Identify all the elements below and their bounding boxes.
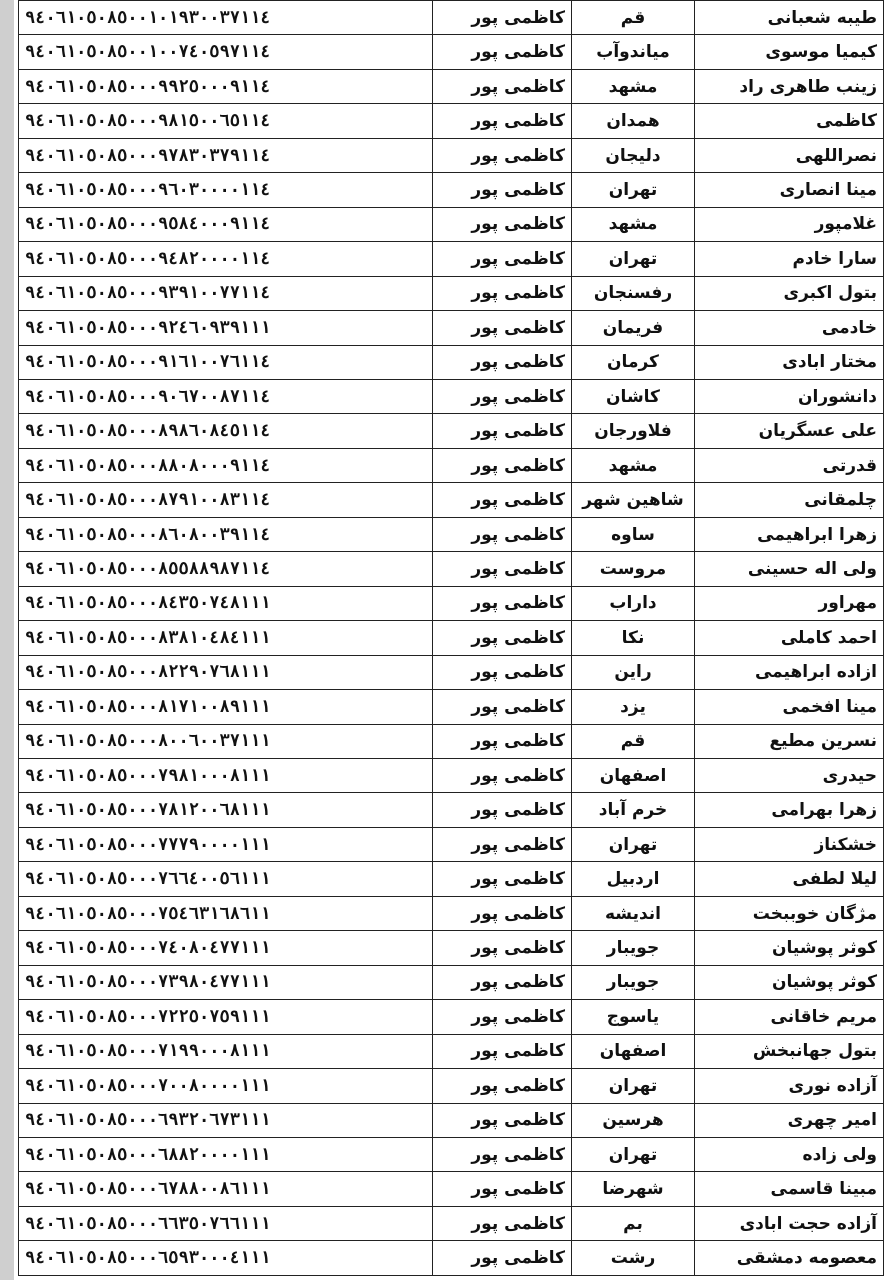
table-row xyxy=(19,1241,884,1276)
account-number-cell: ۹٤۰٦۱۰٥۰۸٥۰۰۰٦٥۹۳۰۰۰٤۱۱۱ xyxy=(19,1241,433,1276)
table-row xyxy=(19,862,884,896)
family-name-cell: کاظمی پور xyxy=(433,586,572,620)
table-row xyxy=(19,517,884,551)
city-cell: راین xyxy=(572,655,695,689)
family-name-cell: کاظمی پور xyxy=(433,1103,572,1137)
account-number-cell: ۹٤۰٦۱۰٥۰۸٥۰۰۱۰۱۹۳۰۰۳۷۱۱٤ xyxy=(19,1,433,35)
family-name-cell: کاظمی پور xyxy=(433,69,572,103)
account-number-cell: ۹٤۰٦۱۰٥۰۸٥۰۰۰۹٥۸٤۰۰۰۹۱۱٤ xyxy=(19,207,433,241)
account-number-cell: ۹٤۰٦۱۰٥۰۸٥۰۰۰٦۸۸۲۰۰۰۰۱۱۱ xyxy=(19,1137,433,1171)
person-name-cell: کاظمی xyxy=(695,104,884,138)
city-cell: فریمان xyxy=(572,311,695,345)
person-name-cell: مبینا قاسمی xyxy=(695,1172,884,1206)
person-name-cell: نصراللهی xyxy=(695,138,884,172)
family-name-cell: کاظمی پور xyxy=(433,104,572,138)
table-row xyxy=(19,1103,884,1137)
table-row xyxy=(19,207,884,241)
family-name-cell: کاظمی پور xyxy=(433,1241,572,1276)
family-name-cell: کاظمی پور xyxy=(433,965,572,999)
city-cell: یاسوج xyxy=(572,1000,695,1034)
account-number-cell: ۹٤۰٦۱۰٥۰۸٥۰۰۰۹۸۱٥۰۰٦٥۱۱٤ xyxy=(19,104,433,138)
family-name-cell: کاظمی پور xyxy=(433,242,572,276)
table-row xyxy=(19,586,884,620)
city-cell: کرمان xyxy=(572,345,695,379)
family-name-cell: کاظمی پور xyxy=(433,276,572,310)
table-row xyxy=(19,483,884,517)
city-cell: مشهد xyxy=(572,207,695,241)
table-row xyxy=(19,793,884,827)
account-number-cell: ۹٤۰٦۱۰٥۰۸٥۰۰۰۸۲۲۹۰۷٦۸۱۱۱ xyxy=(19,655,433,689)
family-name-cell: کاظمی پور xyxy=(433,448,572,482)
account-number-cell: ۹٤۰٦۱۰٥۰۸٥۰۰۰۹۹۲٥۰۰۰۹۱۱٤ xyxy=(19,69,433,103)
table-row xyxy=(19,311,884,345)
person-name-cell: آزاده حجت ابادی xyxy=(695,1206,884,1240)
table-row xyxy=(19,1206,884,1240)
family-name-cell: کاظمی پور xyxy=(433,1172,572,1206)
city-cell: اندیشه xyxy=(572,896,695,930)
table-row xyxy=(19,242,884,276)
person-name-cell: معصومه دمشقی xyxy=(695,1241,884,1276)
table-row xyxy=(19,896,884,930)
account-number-cell: ۹٤۰٦۱۰٥۰۸٥۰۰۰۷۹۸۱۰۰۰۸۱۱۱ xyxy=(19,758,433,792)
account-number-cell: ۹٤۰٦۱۰٥۰۸٥۰۰۰۷۲۲٥۰۷٥۹۱۱۱ xyxy=(19,1000,433,1034)
city-cell: میاندوآب xyxy=(572,35,695,69)
account-number-cell: ۹٤۰٦۱۰٥۰۸٥۰۰۰۷۰۰۸۰۰۰۰۱۱۱ xyxy=(19,1069,433,1103)
table-row xyxy=(19,1,884,35)
account-number-cell: ۹٤۰٦۱۰٥۰۸٥۰۰۰۸٦۰۸۰۰۳۹۱۱٤ xyxy=(19,517,433,551)
table-row xyxy=(19,758,884,792)
person-name-cell: آزاده نوری xyxy=(695,1069,884,1103)
person-name-cell: احمد کاملی xyxy=(695,621,884,655)
person-name-cell: خادمی xyxy=(695,311,884,345)
city-cell: اصفهان xyxy=(572,758,695,792)
family-name-cell: کاظمی پور xyxy=(433,827,572,861)
family-name-cell: کاظمی پور xyxy=(433,207,572,241)
account-number-cell: ۹٤۰٦۱۰٥۰۸٥۰۰۰۸۷۹۱۰۰۸۳۱۱٤ xyxy=(19,483,433,517)
city-cell: کاشان xyxy=(572,379,695,413)
account-number-cell: ۹٤۰٦۱۰٥۰۸٥۰۰۰۹۱٦۱۰۰۷٦۱۱٤ xyxy=(19,345,433,379)
family-name-cell: کاظمی پور xyxy=(433,414,572,448)
city-cell: قم xyxy=(572,724,695,758)
table-row xyxy=(19,724,884,758)
city-cell: شاهین شهر xyxy=(572,483,695,517)
table-row xyxy=(19,104,884,138)
account-number-cell: ۹٤۰٦۱۰٥۰۸٥۰۰۱۰۰۷٤۰٥۹۷۱۱٤ xyxy=(19,35,433,69)
family-name-cell: کاظمی پور xyxy=(433,1,572,35)
family-name-cell: کاظمی پور xyxy=(433,793,572,827)
account-number-cell: ۹٤۰٦۱۰٥۰۸٥۰۰۰۸۱۷۱۰۰۸۹۱۱۱ xyxy=(19,690,433,724)
family-name-cell: کاظمی پور xyxy=(433,690,572,724)
account-number-cell: ۹٤۰٦۱۰٥۰۸٥۰۰۰۹۷۸۳۰۳۷۹۱۱٤ xyxy=(19,138,433,172)
account-number-cell: ۹٤۰٦۱۰٥۰۸٥۰۰۰۸۸۰۸۰۰۰۹۱۱٤ xyxy=(19,448,433,482)
person-name-cell: نسرین مطیع xyxy=(695,724,884,758)
account-number-cell: ۹٤۰٦۱۰٥۰۸٥۰۰۰٦٦۳٥۰۷٦٦۱۱۱ xyxy=(19,1206,433,1240)
family-name-cell: کاظمی پور xyxy=(433,517,572,551)
city-cell: هرسین xyxy=(572,1103,695,1137)
account-number-cell: ۹٤۰٦۱۰٥۰۸٥۰۰۰۹٤۸۲۰۰۰۰۱۱٤ xyxy=(19,242,433,276)
city-cell: فلاورجان xyxy=(572,414,695,448)
table-row xyxy=(19,655,884,689)
account-number-cell: ۹٤۰٦۱۰٥۰۸٥۰۰۰٦۹۳۲۰٦۷۳۱۱۱ xyxy=(19,1103,433,1137)
city-cell: رفسنجان xyxy=(572,276,695,310)
city-cell: نکا xyxy=(572,621,695,655)
person-name-cell: مختار ابادی xyxy=(695,345,884,379)
city-cell: اردبیل xyxy=(572,862,695,896)
person-name-cell: علی عسگریان xyxy=(695,414,884,448)
table-row xyxy=(19,1172,884,1206)
account-number-cell: ۹٤۰٦۱۰٥۰۸٥۰۰۰۹۲٤٦۰۹۳۹۱۱۱ xyxy=(19,311,433,345)
person-name-cell: زهرا ابراهیمی xyxy=(695,517,884,551)
person-name-cell: بتول جهانبخش xyxy=(695,1034,884,1068)
person-name-cell: قدرتی xyxy=(695,448,884,482)
account-number-cell: ۹٤۰٦۱۰٥۰۸٥۰۰۰۸۹۸٦۰۸٤٥۱۱٤ xyxy=(19,414,433,448)
person-name-cell: کوثر پوشیان xyxy=(695,931,884,965)
table-row xyxy=(19,414,884,448)
city-cell: تهران xyxy=(572,1137,695,1171)
family-name-cell: کاظمی پور xyxy=(433,35,572,69)
city-cell: قم xyxy=(572,1,695,35)
table-row xyxy=(19,1137,884,1171)
person-name-cell: حیدری xyxy=(695,758,884,792)
account-number-cell: ۹٤۰٦۱۰٥۰۸٥۰۰۰۸۳۸۱۰٤۸٤۱۱۱ xyxy=(19,621,433,655)
city-cell: تهران xyxy=(572,173,695,207)
account-number-cell: ۹٤۰٦۱۰٥۰۸٥۰۰۰٦۷۸۸۰۰۸٦۱۱۱ xyxy=(19,1172,433,1206)
family-name-cell: کاظمی پور xyxy=(433,1206,572,1240)
person-name-cell: مینا افخمی xyxy=(695,690,884,724)
account-number-cell: ۹٤۰٦۱۰٥۰۸٥۰۰۰۷۷۷۹۰۰۰۰۱۱۱ xyxy=(19,827,433,861)
city-cell: رشت xyxy=(572,1241,695,1276)
person-name-cell: زهرا بهرامی xyxy=(695,793,884,827)
family-name-cell: کاظمی پور xyxy=(433,655,572,689)
table-row xyxy=(19,448,884,482)
table-row xyxy=(19,965,884,999)
account-number-cell: ۹٤۰٦۱۰٥۰۸٥۰۰۰۷۳۹۸۰٤۷۷۱۱۱ xyxy=(19,965,433,999)
city-cell: مشهد xyxy=(572,448,695,482)
city-cell: تهران xyxy=(572,1069,695,1103)
family-name-cell: کاظمی پور xyxy=(433,621,572,655)
account-number-cell: ۹٤۰٦۱۰٥۰۸٥۰۰۰۸٥٥۸۸۹۸۷۱۱٤ xyxy=(19,552,433,586)
account-number-cell: ۹٤۰٦۱۰٥۰۸٥۰۰۰۸۰۰٦۰۰۳۷۱۱۱ xyxy=(19,724,433,758)
table-row xyxy=(19,931,884,965)
account-number-cell: ۹٤۰٦۱۰٥۰۸٥۰۰۰۷٤۰۸۰٤۷۷۱۱۱ xyxy=(19,931,433,965)
person-name-cell: زینب طاهری راد xyxy=(695,69,884,103)
person-name-cell: غلامپور xyxy=(695,207,884,241)
family-name-cell: کاظمی پور xyxy=(433,724,572,758)
city-cell: تهران xyxy=(572,242,695,276)
account-number-cell: ۹٤۰٦۱۰٥۰۸٥۰۰۰۸٤۳٥۰۷٤۸۱۱۱ xyxy=(19,586,433,620)
account-number-cell: ۹٤۰٦۱۰٥۰۸٥۰۰۰۷٥٤٦۳۱٦۸٦۱۱ xyxy=(19,896,433,930)
city-cell: ساوه xyxy=(572,517,695,551)
family-name-cell: کاظمی پور xyxy=(433,1137,572,1171)
account-number-cell: ۹٤۰٦۱۰٥۰۸٥۰۰۰۷٦٦٤۰۰٥٦۱۱۱ xyxy=(19,862,433,896)
city-cell: مشهد xyxy=(572,69,695,103)
city-cell: خرم آباد xyxy=(572,793,695,827)
city-cell: داراب xyxy=(572,586,695,620)
family-name-cell: کاظمی پور xyxy=(433,379,572,413)
family-name-cell: کاظمی پور xyxy=(433,1069,572,1103)
table-row xyxy=(19,827,884,861)
table-row xyxy=(19,1069,884,1103)
person-name-cell: مریم خاقانی xyxy=(695,1000,884,1034)
person-name-cell: ازاده ابراهیمی xyxy=(695,655,884,689)
person-name-cell: مژگان خوببخت xyxy=(695,896,884,930)
city-cell: دلیجان xyxy=(572,138,695,172)
family-name-cell: کاظمی پور xyxy=(433,862,572,896)
city-cell: جویبار xyxy=(572,965,695,999)
city-cell: همدان xyxy=(572,104,695,138)
city-cell: یزد xyxy=(572,690,695,724)
city-cell: تهران xyxy=(572,827,695,861)
city-cell: اصفهان xyxy=(572,1034,695,1068)
table-row xyxy=(19,379,884,413)
family-name-cell: کاظمی پور xyxy=(433,138,572,172)
account-number-cell: ۹٤۰٦۱۰٥۰۸٥۰۰۰۹۳۹۱۰۰۷۷۱۱٤ xyxy=(19,276,433,310)
city-cell: جویبار xyxy=(572,931,695,965)
family-name-cell: کاظمی پور xyxy=(433,483,572,517)
person-name-cell: ولی زاده xyxy=(695,1137,884,1171)
family-name-cell: کاظمی پور xyxy=(433,1000,572,1034)
family-name-cell: کاظمی پور xyxy=(433,552,572,586)
family-name-cell: کاظمی پور xyxy=(433,896,572,930)
person-name-cell: کیمیا موسوی xyxy=(695,35,884,69)
city-cell: شهرضا xyxy=(572,1172,695,1206)
person-name-cell: کوثر پوشیان xyxy=(695,965,884,999)
roster-table xyxy=(18,0,884,1276)
person-name-cell: دانشوران xyxy=(695,379,884,413)
table-row xyxy=(19,345,884,379)
table-row xyxy=(19,35,884,69)
account-number-cell: ۹٤۰٦۱۰٥۰۸٥۰۰۰۹۰٦۷۰۰۸۷۱۱٤ xyxy=(19,379,433,413)
person-name-cell: سارا خادم xyxy=(695,242,884,276)
person-name-cell: مینا انصاری xyxy=(695,173,884,207)
table-row xyxy=(19,173,884,207)
family-name-cell: کاظمی پور xyxy=(433,173,572,207)
table-row xyxy=(19,138,884,172)
city-cell: بم xyxy=(572,1206,695,1240)
family-name-cell: کاظمی پور xyxy=(433,345,572,379)
table-row xyxy=(19,69,884,103)
roster-table-body xyxy=(19,1,884,1276)
family-name-cell: کاظمی پور xyxy=(433,1034,572,1068)
left-edge-strip xyxy=(0,0,14,1280)
table-row xyxy=(19,552,884,586)
person-name-cell: ولی اله حسینی xyxy=(695,552,884,586)
person-name-cell: امیر چهری xyxy=(695,1103,884,1137)
account-number-cell: ۹٤۰٦۱۰٥۰۸٥۰۰۰۷۸۱۲۰۰٦۸۱۱۱ xyxy=(19,793,433,827)
account-number-cell: ۹٤۰٦۱۰٥۰۸٥۰۰۰۷۱۹۹۰۰۰۸۱۱۱ xyxy=(19,1034,433,1068)
person-name-cell: خشکناز xyxy=(695,827,884,861)
table-row xyxy=(19,621,884,655)
family-name-cell: کاظمی پور xyxy=(433,311,572,345)
table-row xyxy=(19,690,884,724)
person-name-cell: مهراور xyxy=(695,586,884,620)
table-row xyxy=(19,1034,884,1068)
family-name-cell: کاظمی پور xyxy=(433,931,572,965)
table-row xyxy=(19,276,884,310)
account-number-cell: ۹٤۰٦۱۰٥۰۸٥۰۰۰۹٦۰۳۰۰۰۰۱۱٤ xyxy=(19,173,433,207)
document-page xyxy=(14,0,891,1280)
person-name-cell: لیلا لطفی xyxy=(695,862,884,896)
person-name-cell: بتول اکبری xyxy=(695,276,884,310)
person-name-cell: طیبه شعبانی xyxy=(695,1,884,35)
city-cell: مروست xyxy=(572,552,695,586)
family-name-cell: کاظمی پور xyxy=(433,758,572,792)
table-row xyxy=(19,1000,884,1034)
person-name-cell: چلمقانی xyxy=(695,483,884,517)
